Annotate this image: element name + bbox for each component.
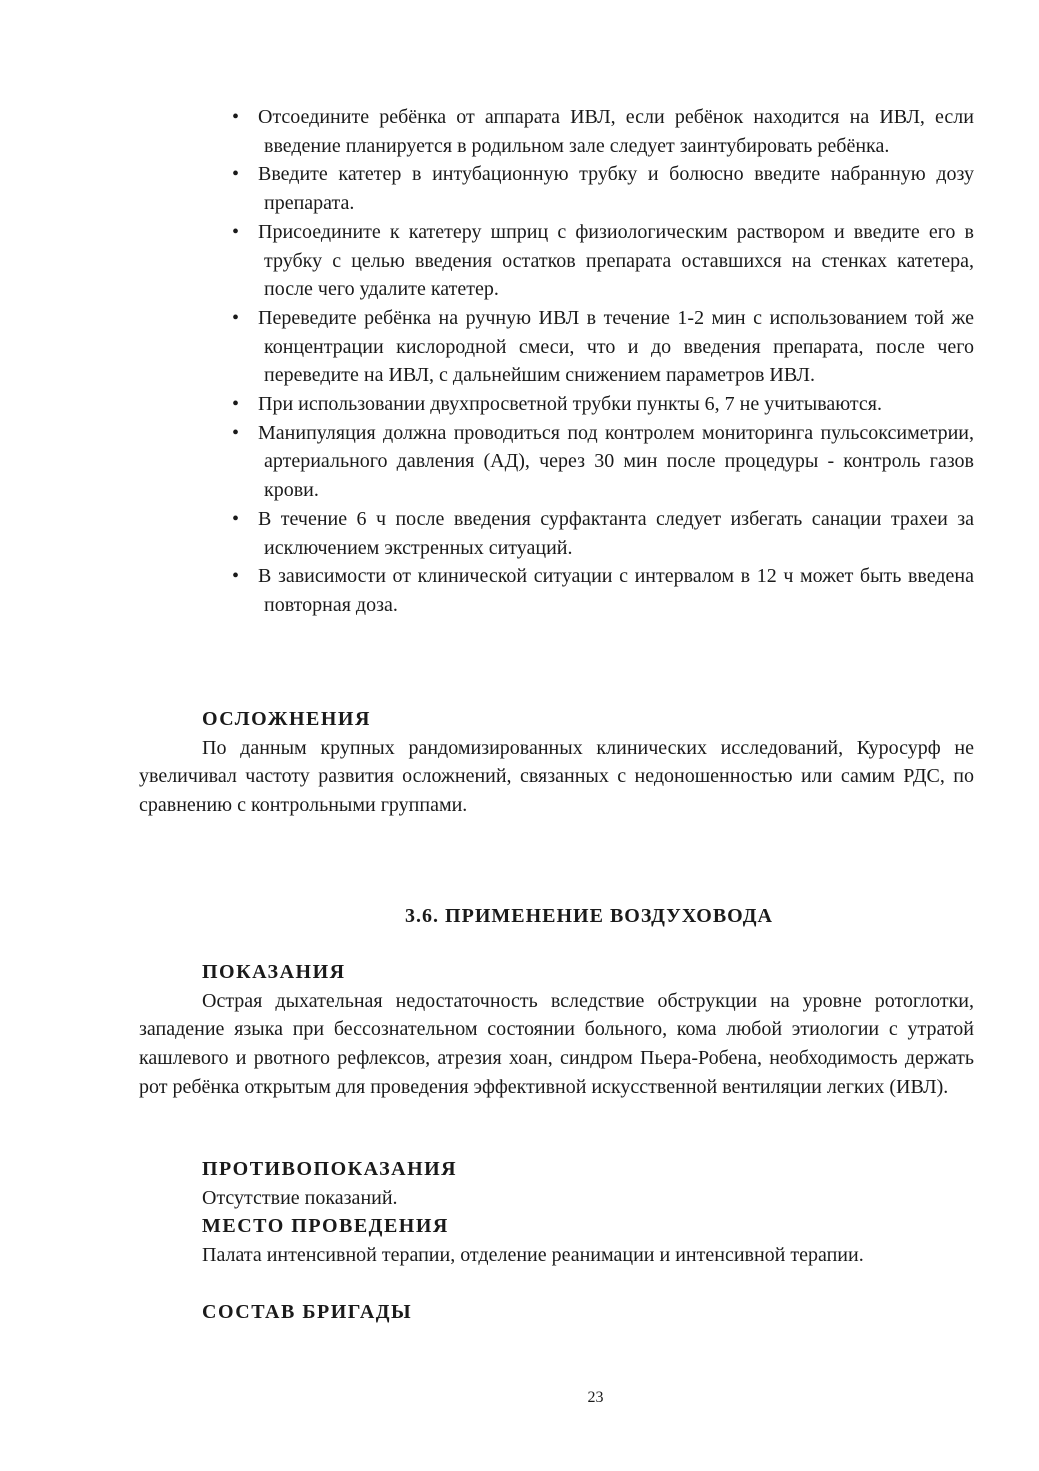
location-section bbox=[139, 1212, 974, 1269]
bullet-icon: • bbox=[232, 565, 240, 588]
bullet-icon: • bbox=[232, 393, 240, 416]
list-item-text: Введите катетер в интубационную трубку и болюсно введите набранную дозу препарата. bbox=[258, 163, 974, 215]
team-heading: СОСТАВ БРИГАДЫ bbox=[202, 1301, 413, 1323]
bullet-icon: • bbox=[232, 421, 240, 444]
bullet-icon: • bbox=[232, 507, 240, 530]
list-item bbox=[232, 304, 974, 390]
page-number: 23 bbox=[587, 1389, 604, 1406]
location-heading: МЕСТО ПРОВЕДЕНИЯ bbox=[202, 1215, 449, 1237]
complications-section bbox=[139, 705, 974, 820]
chapter-title: 3.6. ПРИМЕНЕНИЕ ВОЗДУХОВОДА bbox=[405, 905, 773, 927]
complications-heading: ОСЛОЖНЕНИЯ bbox=[202, 708, 371, 730]
list-item bbox=[232, 160, 974, 217]
list-item-text: Отсоедините ребёнка от аппарата ИВЛ, если ребёнок находится на ИВЛ, если введение планируется в родильном зале следует заинтубировать ребёнка. bbox=[258, 106, 974, 157]
indications-heading: ПОКАЗАНИЯ bbox=[202, 961, 346, 983]
bullet-icon: • bbox=[232, 306, 240, 329]
complications-text: По данным крупных рандомизированных клинических исследований, Куросурф не увеличивал частоту развития осложнений, связанных с недоношенностью или самим РДС, по сравнению с контрольными группами. bbox=[139, 736, 974, 817]
list-item bbox=[232, 103, 974, 160]
list-item bbox=[232, 505, 974, 562]
procedure-steps-list bbox=[232, 103, 974, 620]
location-text: Палата интенсивной терапии, отделение реанимации и интенсивной терапии. bbox=[202, 1243, 864, 1266]
list-item-text: В течение 6 ч после введения сурфактанта следует избегать санации трахеи за исключением экстренных ситуаций. bbox=[258, 507, 974, 559]
list-item-text: В зависимости от клинической ситуации с интервалом в 12 ч может быть введена повторная доза. bbox=[258, 565, 974, 616]
list-item bbox=[232, 218, 974, 304]
list-item bbox=[232, 562, 974, 619]
contraindications-text: Отсутствие показаний. bbox=[202, 1186, 398, 1209]
bullet-icon: • bbox=[232, 106, 240, 128]
list-item bbox=[232, 419, 974, 505]
contraindications-heading: ПРОТИВОПОКАЗАНИЯ bbox=[202, 1158, 458, 1180]
list-item-text: Присоедините к катетеру шприц с физиологическим раствором и введите его в трубку с целью введения остатков препарата оставшихся на стенках катетера, после чего удалите катетер. bbox=[258, 220, 974, 301]
list-item bbox=[232, 390, 974, 419]
list-item-text: Переведите ребёнка на ручную ИВЛ в течение 1-2 мин с использованием той же концентрации кислородной смеси, что и до введения препарата, после чего переведите на ИВЛ, с дальнейшим снижением параметров ИВЛ. bbox=[258, 306, 974, 387]
indications-section bbox=[139, 958, 974, 1102]
contraindications-section bbox=[139, 1155, 974, 1212]
bullet-icon: • bbox=[232, 163, 240, 186]
indications-text: Острая дыхательная недостаточность вследствие обструкции на уровне ротоглотки, западение языка при бессознательном состоянии больного, кома любой этиологии с утратой кашлевого и рвотного рефлексов, атрезия хоан, синдром Пьера-Робена, необходимость держать рот ребёнка открытым для проведения эффективной искусственной вентиляции легких (ИВЛ). bbox=[139, 989, 974, 1098]
team-section bbox=[139, 1298, 974, 1327]
list-item-text: Манипуляция должна проводиться под контролем мониторинга пульсоксиметрии, артериального давления (АД), через 30 мин после процедуры - контроль газов крови. bbox=[258, 421, 974, 502]
list-item-text: При использовании двухпросветной трубки пункты 6, 7 не учитываются. bbox=[258, 393, 882, 416]
bullet-icon: • bbox=[232, 220, 240, 243]
